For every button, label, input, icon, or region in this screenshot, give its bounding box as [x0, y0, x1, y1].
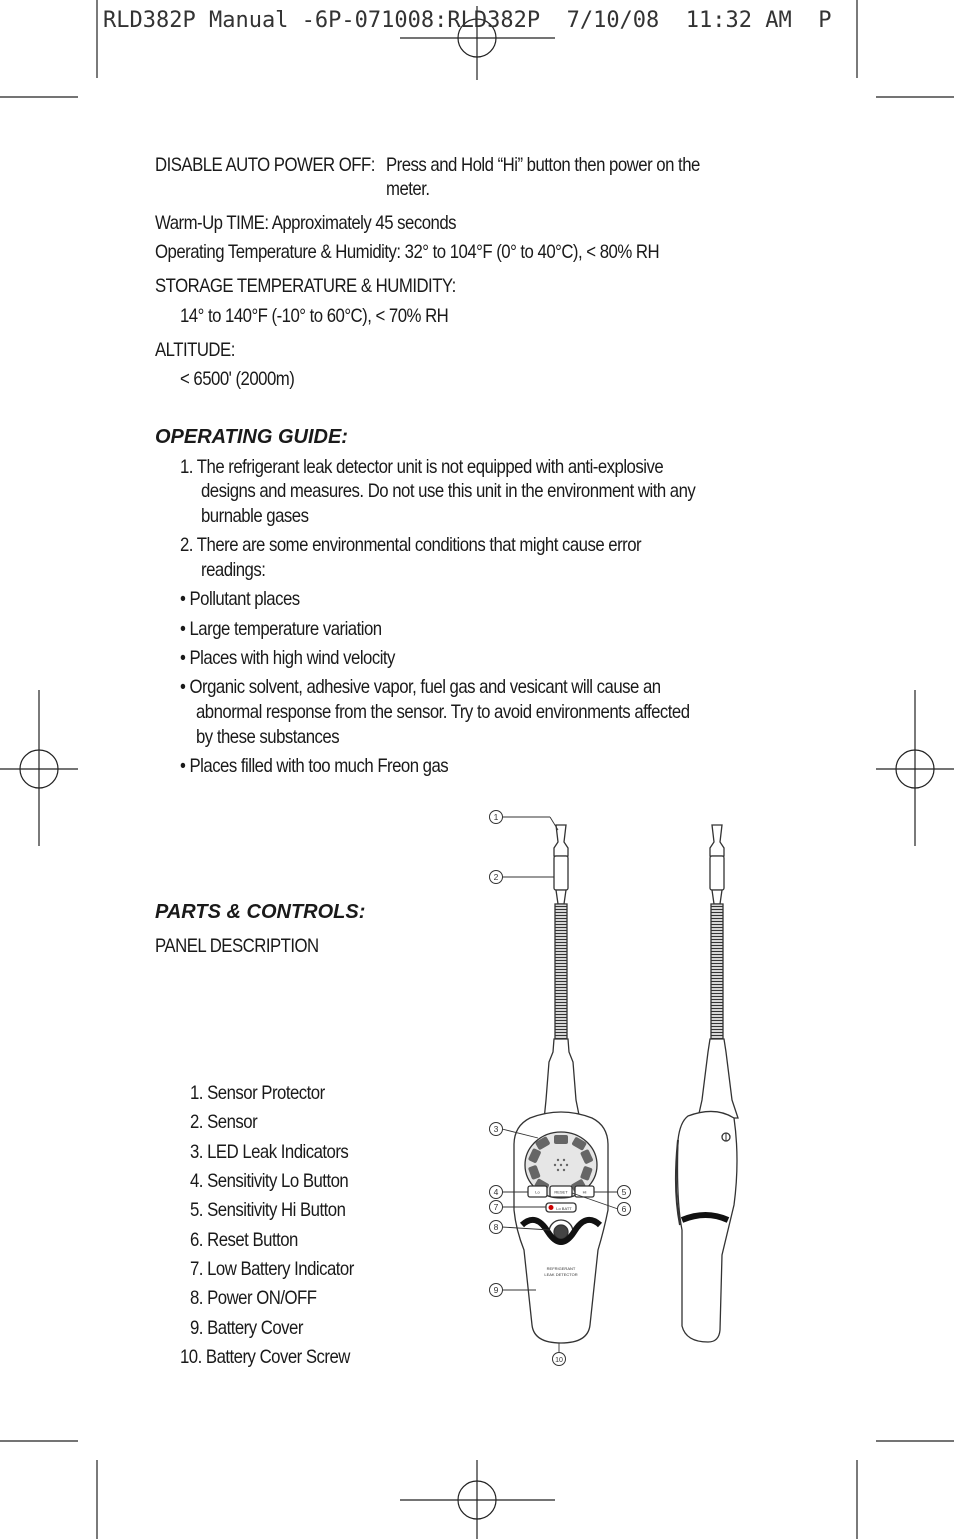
part-10: 10. Battery Cover Screw — [180, 1346, 350, 1368]
part-2: 2. Sensor — [190, 1111, 258, 1133]
reset-button-label: RESET — [554, 1189, 568, 1195]
callout-1: 1 — [493, 812, 499, 822]
print-slug: RLD382P Manual -6P-071008:RLD382P 7/10/08 11:32 AM P — [103, 8, 832, 33]
bullet-freon: • Places filled with too much Freon gas — [180, 755, 449, 777]
part-5: 5. Sensitivity Hi Button — [190, 1199, 346, 1221]
callout-8: 8 — [493, 1222, 499, 1232]
auto-power-label: DISABLE AUTO POWER OFF: — [155, 154, 375, 176]
bullet-pollutant: • Pollutant places — [180, 588, 300, 610]
callout-9: 9 — [493, 1285, 499, 1295]
part-1: 1. Sensor Protector — [190, 1082, 325, 1104]
guide-item-1: 1. The refrigerant leak detector unit is not equipped with anti-explosive — [180, 456, 664, 478]
bullet-solvent-line-2: abnormal response from the sensor. Try to avoid environments affected — [196, 701, 690, 723]
operating-temperature: Operating Temperature & Humidity: 32° to 104°F (0° to 40°C), < 80% RH — [155, 241, 660, 263]
guide-item-1-line-2: designs and measures. Do not use this unit in the environment with any — [201, 480, 696, 502]
bullet-solvent: • Organic solvent, adhesive vapor, fuel gas and vesicant will cause an — [180, 676, 661, 698]
device-label-line-1: REFRIGERANT — [546, 1266, 576, 1271]
part-4: 4. Sensitivity Lo Button — [190, 1170, 349, 1192]
bullet-temperature: • Large temperature variation — [180, 618, 382, 640]
parts-heading: PARTS & CONTROLS: — [155, 901, 366, 923]
callout-5: 5 — [621, 1187, 627, 1197]
auto-power-text-cont: meter. — [386, 178, 430, 200]
hi-button-label: Hi — [582, 1189, 587, 1195]
part-6: 6. Reset Button — [190, 1229, 298, 1251]
auto-power-text: Press and Hold “Hi” button then power on the — [386, 154, 700, 176]
part-9: 9. Battery Cover — [190, 1317, 303, 1339]
device-label-line-2: LEAK DETECTOR — [544, 1272, 578, 1277]
leak-detector-diagram — [470, 800, 770, 1375]
bullet-solvent-line-3: by these substances — [196, 726, 340, 748]
part-8: 8. Power ON/OFF — [190, 1287, 317, 1309]
guide-item-2: 2. There are some environmental conditions that might cause error — [180, 534, 642, 556]
part-7: 7. Low Battery Indicator — [190, 1258, 354, 1280]
warmup-time: Warm-Up TIME: Approximately 45 seconds — [155, 212, 456, 234]
callout-3: 3 — [493, 1124, 499, 1134]
side-view — [676, 825, 738, 1342]
callout-7: 7 — [493, 1202, 499, 1212]
callout-2: 2 — [493, 872, 499, 882]
callout-6: 6 — [621, 1204, 627, 1214]
low-battery-label: Lo BATT — [556, 1206, 572, 1211]
callout-4: 4 — [493, 1187, 499, 1197]
bullet-wind: • Places with high wind velocity — [180, 647, 395, 669]
altitude-value: < 6500' (2000m) — [180, 368, 295, 390]
storage-value: 14° to 140°F (-10° to 60°C), < 70% RH — [180, 305, 449, 327]
operating-guide-heading: OPERATING GUIDE: — [155, 426, 348, 448]
part-3: 3. LED Leak Indicators — [190, 1141, 349, 1163]
guide-item-2-line-2: readings: — [201, 559, 266, 581]
lo-button-label: Lo — [535, 1189, 540, 1195]
altitude-label: ALTITUDE: — [155, 339, 235, 361]
guide-item-1-line-3: burnable gases — [201, 505, 309, 527]
storage-label: STORAGE TEMPERATURE & HUMIDITY: — [155, 275, 456, 297]
callout-10: 10 — [555, 1357, 563, 1364]
panel-description: PANEL DESCRIPTION — [155, 935, 319, 957]
